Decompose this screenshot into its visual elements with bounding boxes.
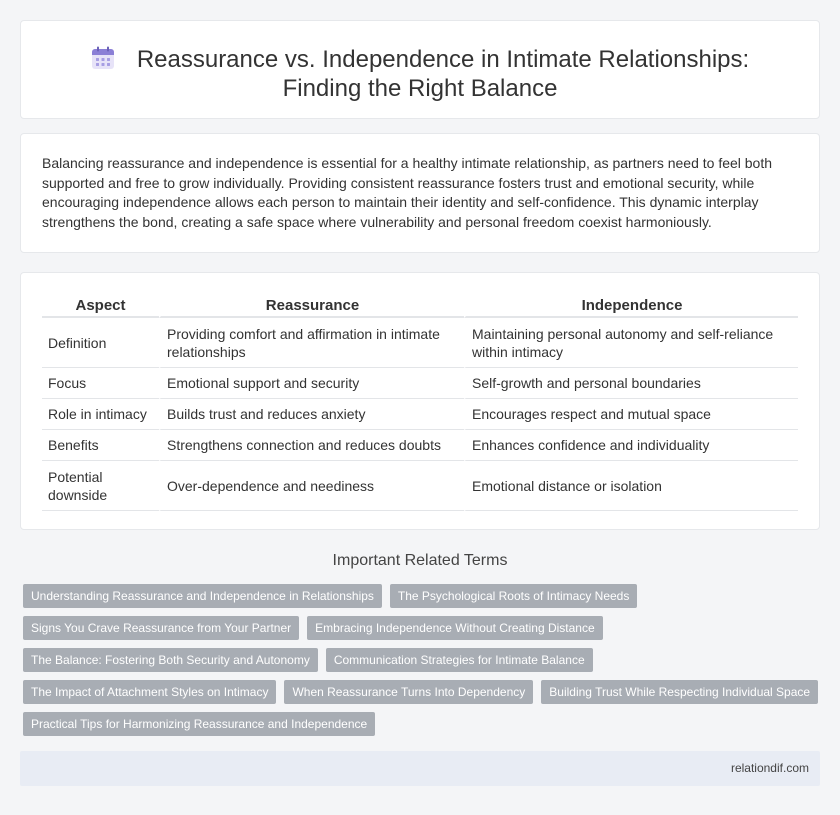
page-title bbox=[51, 45, 789, 103]
footer-site-link[interactable]: relationdif.com bbox=[730, 761, 809, 775]
comparison-table-card bbox=[20, 272, 820, 530]
table-cell: Strengthens connection and reduces doubts bbox=[159, 430, 464, 461]
related-term-tag[interactable]: Embracing Independence Without Creating Distance bbox=[307, 616, 603, 640]
table-cell: Benefits bbox=[42, 430, 159, 461]
related-term-tag[interactable]: When Reassurance Turns Into Dependency bbox=[284, 680, 533, 704]
page-title-text: Reassurance vs. Independence in Intimate Relationships: Finding the Right Balance bbox=[136, 46, 750, 102]
table-row bbox=[42, 399, 798, 430]
table-header-reassurance: Reassurance bbox=[159, 295, 464, 318]
comparison-table bbox=[42, 295, 798, 511]
table-cell: Over-dependence and neediness bbox=[159, 461, 464, 511]
table-row bbox=[42, 318, 798, 368]
title-wrap bbox=[51, 45, 789, 103]
header-card bbox=[20, 20, 820, 119]
related-term-tag[interactable]: The Psychological Roots of Intimacy Needs bbox=[390, 584, 637, 608]
calendar-icon bbox=[91, 46, 115, 70]
table-row bbox=[42, 461, 798, 511]
table-cell: Providing comfort and affirmation in intimate relationships bbox=[159, 318, 464, 368]
table-cell: Maintaining personal autonomy and self-reliance within intimacy bbox=[464, 318, 798, 368]
related-term-tag[interactable]: The Impact of Attachment Styles on Intimacy bbox=[23, 680, 276, 704]
table-cell: Potential downside bbox=[42, 461, 159, 511]
table-cell: Focus bbox=[42, 368, 159, 399]
intro-card bbox=[20, 133, 820, 253]
table-cell: Definition bbox=[42, 318, 159, 368]
related-term-tag[interactable]: Understanding Reassurance and Independence in Relationships bbox=[23, 584, 382, 608]
table-cell: Builds trust and reduces anxiety bbox=[159, 399, 464, 430]
table-cell: Emotional distance or isolation bbox=[464, 461, 798, 511]
related-terms-title: Important Related Terms bbox=[332, 552, 508, 569]
related-terms-list bbox=[23, 584, 823, 744]
footer bbox=[20, 751, 820, 786]
intro-paragraph: Balancing reassurance and independence is essential for a healthy intimate relationship, as partners need to feel both supported and free to grow individually. Providing consistent reassurance fosters trust and emotional security, while encouraging independence allows each person to maintain their identity and self-confidence. This dynamic interplay strengthens the bond, creating a safe space where vulnerability and personal freedom coexist harmoniously. bbox=[42, 155, 773, 230]
table-cell: Self-growth and personal boundaries bbox=[464, 368, 798, 399]
related-term-tag[interactable]: Signs You Crave Reassurance from Your Partner bbox=[23, 616, 299, 640]
table-header-independence: Independence bbox=[464, 295, 798, 318]
table-header-row bbox=[42, 295, 798, 318]
related-term-tag[interactable]: Communication Strategies for Intimate Balance bbox=[326, 648, 593, 672]
related-term-tag[interactable]: Building Trust While Respecting Individual Space bbox=[541, 680, 818, 704]
table-cell: Enhances confidence and individuality bbox=[464, 430, 798, 461]
table-row bbox=[42, 430, 798, 461]
table-cell: Emotional support and security bbox=[159, 368, 464, 399]
table-header-aspect: Aspect bbox=[42, 295, 159, 318]
table-cell: Role in intimacy bbox=[42, 399, 159, 430]
related-term-tag[interactable]: The Balance: Fostering Both Security and Autonomy bbox=[23, 648, 318, 672]
table-cell: Encourages respect and mutual space bbox=[464, 399, 798, 430]
related-term-tag[interactable]: Practical Tips for Harmonizing Reassurance and Independence bbox=[23, 712, 375, 736]
table-row bbox=[42, 368, 798, 399]
